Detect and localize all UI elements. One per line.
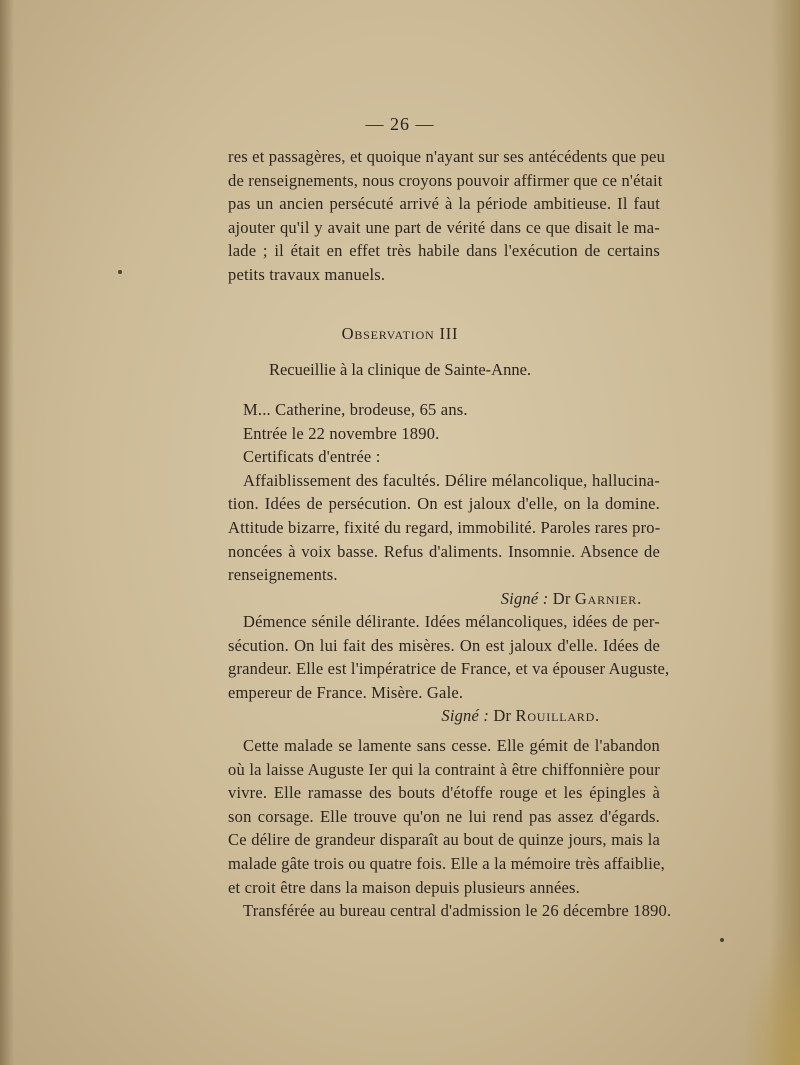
ink-speck <box>720 938 724 942</box>
observation-title: Observation III <box>341 324 459 343</box>
paper-stain <box>740 925 800 1065</box>
signature-name: Garnier. <box>574 588 642 608</box>
text-line: grandeur. Elle est l'impératrice de France, et va épouser Auguste, <box>228 659 670 679</box>
text-line: Attitude bizarre, fixité du regard, immobilité. Paroles rares pro- <box>228 517 661 537</box>
paragraph-continuation <box>228 145 666 287</box>
text-line: empereur de France. Misère. Gale. <box>228 682 464 702</box>
text-line: res et passagères, et quoique n'ayant sur ses antécédents que peu <box>228 147 666 166</box>
text-line: Certificats d'entrée : <box>243 447 381 467</box>
text-line: noncées à voix basse. Refus d'aliments. Insomnie. Absence de <box>228 541 660 561</box>
page-number: — 26 — <box>365 114 435 134</box>
text-line: tion. Idées de persécution. On est jaloux d'elle, on la domine. <box>228 494 660 514</box>
text-line: son corsage. Elle trouve qu'on ne lui rend pas assez d'égards. <box>228 806 660 826</box>
text-line: Affaiblissement des facultés. Délire mélancolique, hallucina- <box>243 470 660 490</box>
text-line: petits travaux manuels. <box>228 264 386 284</box>
text-line: Ce délire de grandeur disparaît au bout de quinze jours, mais la <box>228 830 660 850</box>
signature-name: Rouillard. <box>515 706 600 726</box>
text-line: lade ; il était en effet très habile dans l'exécution de certains <box>228 241 660 261</box>
signature-garnier <box>228 587 660 611</box>
text-line: vivre. Elle ramasse des bouts d'étoffe rouge et les épingles à <box>228 783 660 803</box>
text-line: où la laisse Auguste Ier qui la contraint à être chiffonnière pour <box>228 759 660 779</box>
certificate-second <box>228 610 670 728</box>
text-line: ajouter qu'il y avait une part de vérité dans ce que disait le ma- <box>228 217 660 237</box>
signature-title: Dr <box>493 706 512 726</box>
page-edge-shadow-right <box>770 0 800 1065</box>
observation-subtitle: Recueillie à la clinique de Sainte-Anne. <box>268 360 532 379</box>
signature-rouillard <box>228 704 660 728</box>
observation-body <box>228 398 660 610</box>
text-line: M... Catherine, brodeuse, 65 ans. <box>243 400 468 419</box>
text-line: malade gâte trois ou quatre fois. Elle a la mémoire très affaiblie, <box>228 853 665 873</box>
ink-speck <box>118 270 122 274</box>
text-line: de renseignements, nous croyons pouvoir affirmer que ce n'était <box>228 170 663 190</box>
text-line: sécution. On lui fait des misères. On est jaloux d'elle. Idées de <box>228 635 660 655</box>
text-line: Transférée au bureau central d'admission le 26 décembre 1890. <box>243 901 672 921</box>
text-line: Démence sénile délirante. Idées mélancoliques, idées de per- <box>243 612 660 631</box>
paragraph-final <box>228 734 672 923</box>
text-line: Cette malade se lamente sans cesse. Elle gémit de l'abandon <box>243 736 660 755</box>
text-line: renseignements. <box>228 565 338 585</box>
text-line: pas un ancien persécuté arrivé à la période ambitieuse. Il faut <box>228 194 660 214</box>
signature-title: Dr <box>552 588 571 608</box>
page-edge-shadow-left <box>0 0 14 1065</box>
signature-label: Signé : <box>441 706 490 726</box>
text-line: Entrée le 22 novembre 1890. <box>243 423 440 443</box>
signature-label: Signé : <box>500 588 549 608</box>
text-line: et croit être dans la maison depuis plusieurs années. <box>228 877 580 897</box>
